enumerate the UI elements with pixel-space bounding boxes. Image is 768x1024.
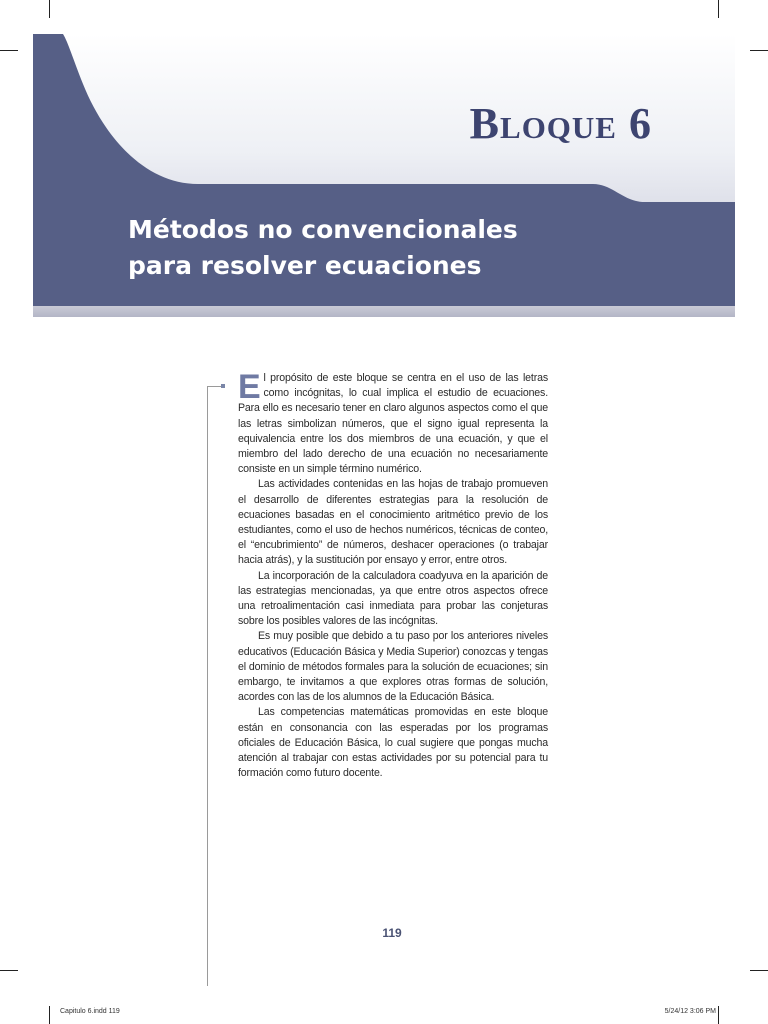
subtitle-line: Métodos no convencionales bbox=[128, 215, 518, 244]
margin-rule bbox=[207, 386, 208, 986]
chapter-subtitle bbox=[128, 212, 608, 284]
block-title: Bloque 6 bbox=[469, 99, 652, 148]
crop-mark bbox=[750, 970, 768, 971]
crop-mark bbox=[0, 50, 18, 51]
drop-cap: E bbox=[238, 368, 261, 406]
paragraph: La incorporación de la calculadora coadyuva en la aparición de las estrategias mencionadas, ya que entre otros aspectos ofrece una retroalimentación casi inmediata para probar las conjeturas sobre los posibles valores de las incógnitas. bbox=[238, 569, 548, 628]
margin-rule-tick bbox=[207, 386, 221, 387]
paragraph: Las competencias matemáticas promovidas en este bloque están en consonancia con las esperadas por los programas oficiales de Educación Básica, lo cual sugiere que pongas mucha atención al trabajar con estas actividades por su potencial para tu formación como futuro docente. bbox=[238, 706, 548, 780]
print-slug-file: Capitulo 6.indd 119 bbox=[60, 1008, 120, 1015]
crop-mark bbox=[49, 1006, 50, 1024]
crop-mark bbox=[718, 1006, 719, 1024]
margin-marker bbox=[221, 384, 225, 388]
crop-mark bbox=[49, 0, 50, 18]
intro-text bbox=[238, 368, 548, 781]
crop-mark bbox=[750, 50, 768, 51]
print-slug-date: 5/24/12 3:06 PM bbox=[664, 1008, 716, 1015]
banner-bottom-band bbox=[33, 306, 735, 317]
paragraph bbox=[238, 368, 548, 477]
paragraph: Es muy posible que debido a tu paso por los anteriores niveles educativos (Educación Básica y Media Superior) conozcas y tengas el dominio de métodos formales para la solución de ecuaciones; sin embargo, te invitamos a que explores otras formas de solución, acordes con las de los alumnos de la Educación Básica. bbox=[238, 630, 548, 704]
crop-mark bbox=[718, 0, 719, 18]
paragraph: Las actividades contenidas en las hojas de trabajo promueven el desarrollo de diferentes estrategias para la resolución de ecuaciones basadas en el conocimiento aritmético previo de los estudiantes, como el uso de hechos numéricos, técnicas de conteo, el “encubrimiento” de números, deshacer operaciones (o trabajar hacia atrás), y la sustitución por ensayo y error, entre otros. bbox=[238, 478, 548, 567]
crop-mark bbox=[0, 970, 18, 971]
page-number: 119 bbox=[382, 926, 402, 940]
subtitle-line: para resolver ecuaciones bbox=[128, 251, 482, 280]
paragraph-text: l propósito de este bloque se centra en el uso de las letras como incógnitas, lo cual implica el estudio de ecuaciones. Para ello es necesario tener en claro algunos aspectos como el que las letras simbolizan números, que el signo igual representa la equivalencia entre los dos miembros de una ecuación, y que el miembro del lado derecho de una ecuación no necesariamente consiste en un simple término numérico. bbox=[238, 372, 548, 476]
